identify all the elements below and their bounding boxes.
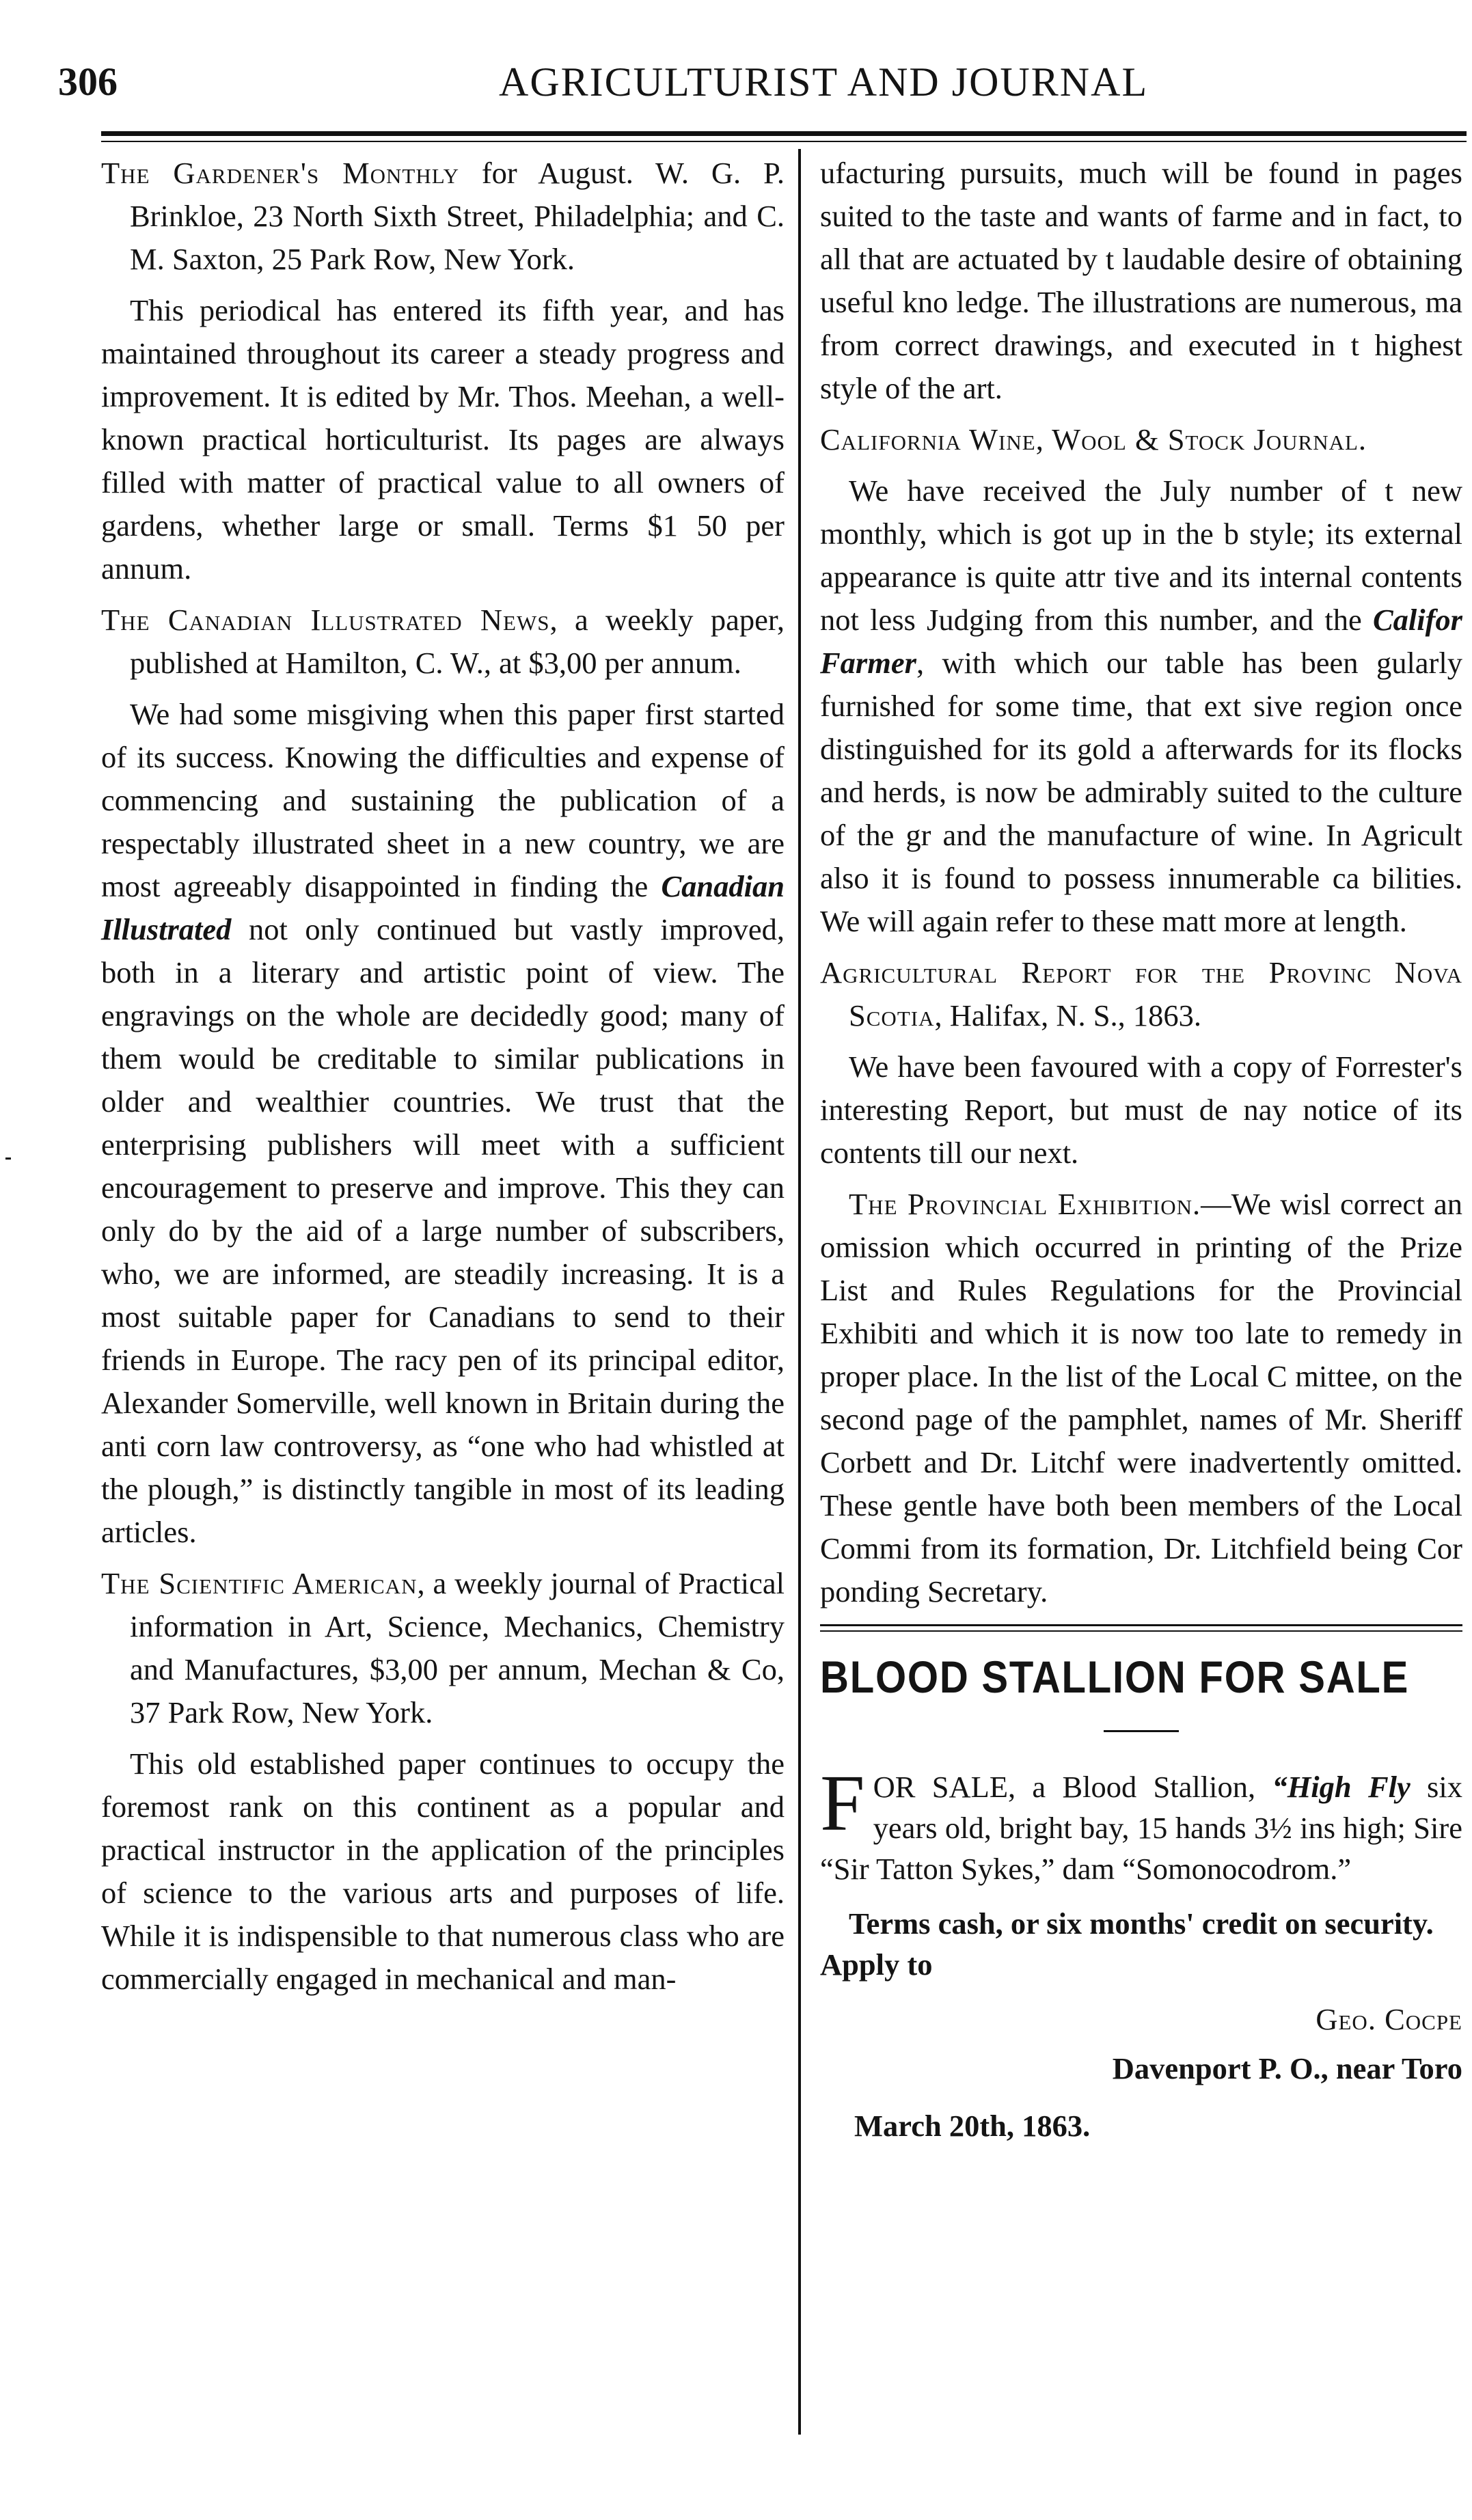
review-title-agricultural-report: Agricultural Report for the Provinc Nova Scotia, Halifax, N. S., 1863. bbox=[820, 955, 1463, 1032]
review-body-gardeners-monthly: This periodical has entered its fifth year, and has maintained throughout its career a steady progress and improvement. It is edited by Mr. Thos. Meehan, a well-known practical horticulturist. Its pages are always filled with matter of practical value to all owners of gardens, whether large or small. Terms $1 50 per annum. bbox=[101, 293, 785, 586]
header-rule-thick bbox=[101, 131, 1467, 136]
advertisement-heading: BLOOD STALLION FOR SALE bbox=[820, 1652, 1410, 1702]
advertisement-rule-bottom bbox=[820, 1630, 1462, 1632]
advertisement-terms: Terms cash, or six months' credit on security. Apply to bbox=[820, 1906, 1434, 1982]
advertisement-signer: Geo. Cocpe bbox=[1316, 2002, 1462, 2036]
page-number: 306 bbox=[58, 59, 118, 104]
review-body-agricultural-report: We have been favoured with a copy of Forrester's interesting Report, but must de nay notice of its contents till our next. bbox=[820, 1050, 1462, 1170]
advertisement-body: FOR SALE, a Blood Stallion, “High Fly six years old, bright bay, 15 hands 3½ ins high; Sire “Sir Tatton Sykes,” dam “Somonocodrom.” bbox=[820, 1758, 1462, 1886]
running-title: AGRICULTURIST AND JOURNAL bbox=[499, 59, 1149, 105]
page-header bbox=[58, 55, 1466, 109]
header-rule-thin bbox=[101, 141, 1467, 142]
left-column bbox=[101, 152, 785, 2009]
advertisement-date: March 20th, 1863. bbox=[854, 2109, 1091, 2143]
right-column bbox=[820, 152, 1472, 2520]
review-title-gardeners-monthly: The Gardener's Monthly for August. W. G. P. Brinkloe, 23 North Sixth Street, Philadelphia; and C. M. Saxton, 25 Park Row, New York. bbox=[101, 156, 785, 276]
notice-provincial-exhibition: The Provincial Exhibition.—We wisl correct an omission which occurred in printing of the Prize List and Rules Regulations for the Provincial Exhibiti and which it is now too late to remedy in proper place. In the list of the Local C mittee, on the second page of the pamphlet, names of Mr. Sheriff Corbett and Dr. Litchf were inadvertently omitted. These gentle have both been members of the Local Commi from its formation, Dr. Litchfield being Cor ponding Secretary. bbox=[820, 1187, 1462, 1608]
column-divider bbox=[798, 149, 801, 2435]
drop-cap: F bbox=[820, 1758, 865, 1848]
advertisement-divider bbox=[1104, 1730, 1179, 1732]
advertisement-rule-top bbox=[820, 1624, 1462, 1626]
review-body-scientific-american: This old established paper continues to occupy the foremost rank on this continent as a popular and practical instructor in the application of the principles of science to the various arts and purposes of life. While it is indispensible to that numerous class who are commercially engaged in mechanical and man- bbox=[101, 1747, 785, 1996]
review-body-canadian-illustrated: We had some misgiving when this paper first started of its success. Knowing the difficulties and expense of commencing and sustaining the publication of a respectably illustrated sheet in a new country, we are most agreeably disappointed in finding the Canadian Illustrated not only continued but vastly improved, both in a literary and artistic point of view. The engravings on the whole are decidedly good; many of them would be creditable to similar publications in older and wealthier countries. We trust that the enterprising publishers will meet with a sufficient encouragement to preserve and improve. This they can only do by the aid of a large number of subscribers, who, we are informed, are steadily increasing. It is a most suitable paper for Canadians to send to their friends in Europe. The racy pen of its principal editor, Alexander Somerville, well known in Britain during the anti corn law controversy, as “one who had whistled at the plough,” is distinctly tangible in most of its leading articles. bbox=[101, 697, 785, 1549]
review-title-scientific-american: The Scientific American, a weekly journal of Practical information in Art, Science, Mechanics, Chemistry and Manufactures, $3,00 per annum, Mechan & Co, 37 Park Row, New York. bbox=[101, 1566, 785, 1729]
advertisement-address: Davenport P. O., near Toro bbox=[1112, 2051, 1462, 2085]
review-title-canadian-illustrated: The Canadian Illustrated News, a weekly paper, published at Hamilton, C. W., at $3,00 per annum. bbox=[101, 603, 785, 680]
review-body-continuation: ufacturing pursuits, much will be found in pages suited to the taste and wants of farme and in fact, to all that are actuated by t laudable desire of obtaining useful kno ledge. The illustrations are numerous, ma from correct drawings, and executed in t highest style of the art. bbox=[820, 156, 1462, 405]
advertisement bbox=[820, 1651, 1462, 2146]
review-body-california-journal: We have received the July number of t new monthly, which is got up in the b style; its external appearance is quite attr tive and its internal contents not less Judging from this number, and the Califor Farmer, with which our table has been gularly furnished for some time, that ext sive region once distinguished for its gold a afterwards for its flocks and herds, is now be admirably suited to the culture of the gr and the manufacture of wine. In Agricult also it is found to possess innumerable ca bilities. We will again refer to these matt more at length. bbox=[820, 474, 1462, 938]
review-title-california-journal: California Wine, Wool & Stock Journal. bbox=[820, 422, 1367, 456]
margin-mark bbox=[5, 1158, 11, 1160]
